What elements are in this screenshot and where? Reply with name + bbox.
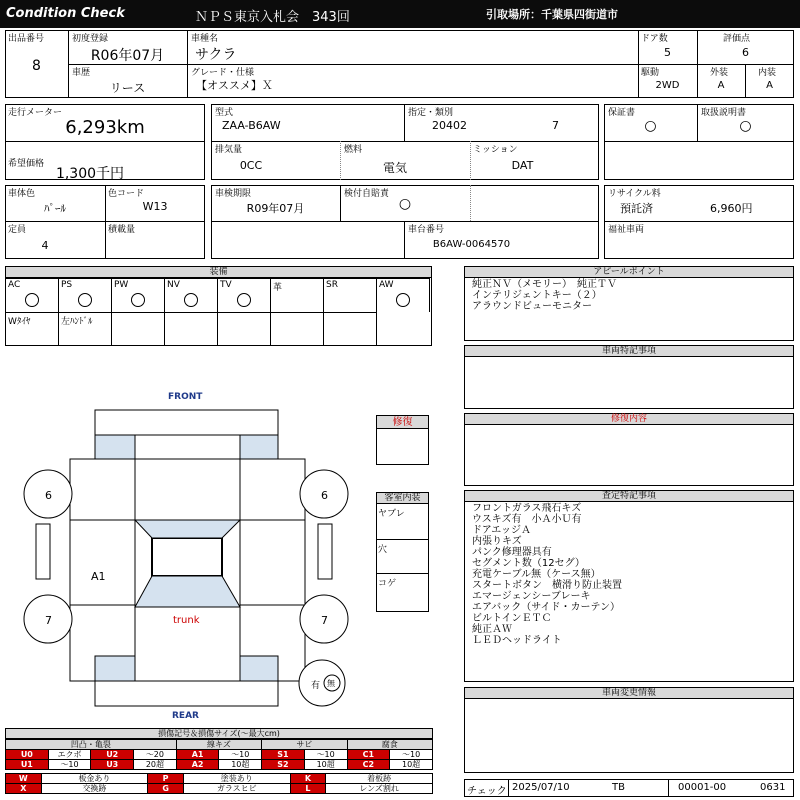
- inspection-label: 車検期限: [215, 189, 252, 199]
- code1: 00001-00: [678, 782, 727, 793]
- recycle-status: 預託済: [620, 202, 653, 215]
- legend-desc: 〜10: [219, 750, 262, 760]
- legend-code: X: [6, 784, 42, 794]
- header-bar: [0, 0, 800, 28]
- price-value: 1,300千円: [55, 166, 125, 182]
- mission-label: ミッション: [473, 145, 518, 155]
- inspection-note-line: ビルトインＥＴＣ: [472, 613, 552, 624]
- manual-value: ○: [739, 118, 752, 134]
- legend-group-4: 腐食: [347, 740, 433, 750]
- self-insurance-value: ○: [398, 196, 412, 212]
- equipment-cell: [324, 278, 377, 312]
- interior-item-1: ヤブレ: [378, 509, 405, 519]
- warranty-value: ○: [644, 118, 657, 134]
- legend-code: A2: [176, 760, 219, 770]
- special-notes-title: 車両特記事項: [465, 346, 793, 357]
- welfare-label: 福祉車両: [608, 225, 645, 235]
- fuel-label: 燃料: [344, 145, 363, 155]
- manual-label: 取扱説明書: [701, 108, 747, 118]
- doors-label: ドア数: [641, 34, 668, 44]
- price-label: 希望価格: [8, 159, 45, 169]
- mileage-value: 6,293km: [65, 117, 145, 138]
- spare-tire-icon: 無: [327, 679, 335, 688]
- legend-code: C2: [347, 760, 390, 770]
- repair-box-title: 修復: [377, 416, 428, 429]
- inspection-note-line: 内張りキズ: [472, 536, 522, 547]
- color-code-value: W13: [142, 200, 168, 213]
- legend-code: U3: [91, 760, 134, 770]
- type-label: 型式: [215, 108, 234, 118]
- grade-label: グレード・仕様: [191, 68, 255, 78]
- inspection-note-line: パンク修理器具有: [472, 547, 552, 558]
- header-center-title: ＮＰＳ東京入札会 343回: [195, 10, 350, 25]
- legend-code: U0: [6, 750, 49, 760]
- equipment-mark-icon: [237, 293, 251, 307]
- equipment-title: 装備: [6, 267, 431, 278]
- change-info-block: [464, 687, 794, 773]
- interior-value: A: [766, 80, 773, 91]
- history-value: リース: [109, 81, 146, 95]
- inspection-note-line: フロントガラス飛石キズ: [472, 503, 582, 514]
- equipment-label: 左ﾊﾝﾄﾞﾙ: [61, 317, 93, 327]
- tire-fr: 6: [321, 489, 328, 502]
- inspection-note-line: セグメント数（12セグ）: [472, 558, 585, 569]
- classification-value: 7: [552, 119, 559, 132]
- equipment-cell: [6, 312, 59, 346]
- color-code-label: 色コード: [108, 189, 145, 199]
- legend-desc: エクボ: [48, 750, 91, 760]
- inspection-note-line: ＬＥＤヘッドライト: [472, 635, 562, 646]
- appeal-line: インテリジェントキー（２）: [472, 290, 602, 301]
- legend-group-2: 線キズ: [176, 740, 261, 750]
- spare-label: 有: [311, 681, 321, 691]
- recycle-label: リサイクル料: [608, 189, 661, 199]
- appeal-lines: [472, 279, 617, 312]
- color-label: 車体色: [8, 189, 36, 199]
- fuel-value: 電気: [382, 161, 407, 175]
- check-label: チェック: [467, 786, 507, 797]
- type-value: ZAA-B6AW: [222, 119, 281, 132]
- equipment-label: PS: [61, 280, 73, 290]
- equipment-label: SR: [326, 280, 338, 290]
- legend-desc: ガラスヒビ: [183, 784, 290, 794]
- tire-fl: 6: [45, 489, 52, 502]
- legend-code: U1: [6, 760, 49, 770]
- legend-code: K: [290, 774, 326, 784]
- equipment-cell: [112, 312, 165, 346]
- inspection-note-line: エアバック（サイド・カーテン）: [472, 602, 620, 613]
- legend-code: C1: [347, 750, 390, 760]
- front-label: FRONT: [168, 392, 203, 402]
- inspection-notes-title: 査定特記事項: [465, 491, 793, 502]
- change-info-title: 車両変更情報: [465, 688, 793, 699]
- legend-desc: 〜20: [134, 750, 177, 760]
- legend-desc: 交換跡: [41, 784, 148, 794]
- displacement-value: 0CC: [239, 159, 263, 172]
- damage-mark: A1: [91, 570, 106, 583]
- color-value: ﾊﾟｰﾙ: [44, 202, 66, 215]
- header-left-title: Condition Check: [6, 6, 125, 21]
- legend-group-1: 凹凸・亀裂: [6, 740, 177, 750]
- equipment-cell: [59, 278, 112, 312]
- capacity-value: 4: [41, 239, 49, 252]
- code2: 0631: [760, 782, 786, 793]
- interior-box-title: 客室内装: [377, 493, 428, 504]
- equipment-label: NV: [167, 280, 180, 290]
- equipment-mark-icon: [131, 293, 145, 307]
- warranty-label: 保証書: [608, 108, 636, 118]
- tire-rl: 7: [45, 614, 52, 627]
- self-insurance-label: 検付自賠責: [344, 189, 390, 199]
- legend-desc: 〜10: [48, 760, 91, 770]
- interior-item-2: 穴: [378, 545, 388, 555]
- equipment-label: PW: [114, 280, 129, 290]
- lot-value: 8: [32, 58, 41, 74]
- model-name-label: 車種名: [191, 34, 219, 44]
- legend-code: L: [290, 784, 326, 794]
- legend-desc: 10超: [219, 760, 262, 770]
- mileage-label: 走行メーター: [8, 108, 63, 118]
- equipment-cell: [165, 278, 218, 312]
- rating-value: 6: [742, 46, 749, 59]
- equipment-mark-icon: [184, 293, 198, 307]
- model-name-value: サクラ: [195, 47, 237, 63]
- inspection-note-line: 充電ケーブル無（ケース無）: [472, 569, 601, 580]
- equipment-cell: [6, 278, 59, 312]
- legend-desc: 20超: [134, 760, 177, 770]
- inspection-value: R09年07月: [246, 202, 305, 215]
- inspection-note-line: ドアエッジＡ: [472, 525, 531, 536]
- equipment-label: AW: [379, 280, 394, 290]
- equipment-label: 革: [273, 283, 283, 293]
- designation-label: 指定・類別: [408, 108, 454, 118]
- legend-desc: 板金あり: [41, 774, 148, 784]
- first-reg-value: R06年07月: [90, 48, 165, 64]
- first-reg-label: 初度登録: [72, 34, 109, 44]
- legend-code: P: [148, 774, 184, 784]
- legend-group-3: サビ: [262, 740, 347, 750]
- equipment-cell: [165, 312, 218, 346]
- legend-code: G: [148, 784, 184, 794]
- grade-value: 【オススメ】Ｘ: [196, 79, 273, 92]
- equipment-mark-icon: [396, 293, 410, 307]
- repair-contents-title: 修復内容: [465, 414, 793, 425]
- interior-label: 内装: [758, 68, 777, 78]
- recycle-amount: 6,960円: [710, 202, 753, 215]
- inspection-note-line: ウスキズ有 小Ａ小Ｕ有: [472, 514, 582, 525]
- equipment-cell: [59, 312, 112, 346]
- legend-code: W: [6, 774, 42, 784]
- drive-label: 駆動: [641, 68, 660, 78]
- equipment-cell: [324, 312, 377, 346]
- legend-block: [5, 728, 433, 794]
- legend-desc: 着板跡: [326, 774, 433, 784]
- mission-value: DAT: [511, 159, 534, 172]
- rear-label: REAR: [172, 711, 199, 721]
- trunk-label: trunk: [173, 615, 200, 626]
- legend-code: A1: [176, 750, 219, 760]
- chassis-label: 車台番号: [408, 225, 445, 235]
- equipment-cell: [271, 312, 324, 346]
- load-label: 積載量: [108, 225, 136, 235]
- capacity-label: 定員: [8, 225, 27, 235]
- legend-desc: 10超: [390, 760, 433, 770]
- chassis-value: B6AW-0064570: [432, 239, 511, 250]
- appeal-line: 純正ＮＶ（メモリー） 純正ＴＶ: [472, 279, 617, 290]
- inspection-note-line: 純正ＡＷ: [472, 624, 512, 635]
- displacement-label: 排気量: [215, 145, 243, 155]
- appeal-line: アラウンドビューモニター: [472, 301, 592, 312]
- inspection-notes-lines: [472, 503, 622, 646]
- interior-item-3: コゲ: [378, 579, 397, 589]
- equipment-cell: [218, 278, 271, 312]
- appeal-title: アピールポイント: [465, 267, 793, 278]
- equipment-cell: [218, 312, 271, 346]
- equipment-cell: [112, 278, 165, 312]
- tire-rr: 7: [321, 614, 328, 627]
- legend-code: S1: [262, 750, 305, 760]
- equipment-cell: [271, 278, 324, 312]
- legend-desc: 〜10: [304, 750, 347, 760]
- doors-value: 5: [664, 46, 671, 59]
- header-pickup: 引取場所：千葉県四街道市: [486, 8, 618, 21]
- equipment-cell: [377, 278, 430, 312]
- legend-desc: 10超: [304, 760, 347, 770]
- legend-desc: レンズ割れ: [326, 784, 433, 794]
- equipment-mark-icon: [78, 293, 92, 307]
- equipment-mark-icon: [25, 293, 39, 307]
- legend-desc: 塗装あり: [183, 774, 290, 784]
- equipment-label: TV: [220, 280, 232, 290]
- lot-label: 出品番号: [8, 34, 45, 44]
- drive-value: 2WD: [655, 80, 680, 91]
- inspection-note-line: エマージェンシーブレーキ: [472, 591, 591, 602]
- designation-value: 20402: [432, 119, 467, 132]
- exterior-label: 外装: [710, 68, 729, 78]
- check-date: 2025/07/10: [512, 782, 570, 793]
- exterior-value: A: [717, 80, 725, 91]
- equipment-label: Wﾀｲﾔ: [8, 317, 31, 327]
- legend-code: U2: [91, 750, 134, 760]
- inspection-note-line: スタートボタン 横滑り防止装置: [472, 580, 622, 591]
- history-label: 車歴: [72, 68, 91, 78]
- equipment-label: AC: [8, 280, 21, 290]
- legend-title: 損傷記号＆損傷サイズ(〜最大cm): [5, 728, 433, 739]
- legend-desc: 〜10: [390, 750, 433, 760]
- legend-code: S2: [262, 760, 305, 770]
- car-diagram: [0, 385, 372, 725]
- checker: TB: [612, 782, 625, 793]
- rating-label: 評価点: [723, 34, 751, 44]
